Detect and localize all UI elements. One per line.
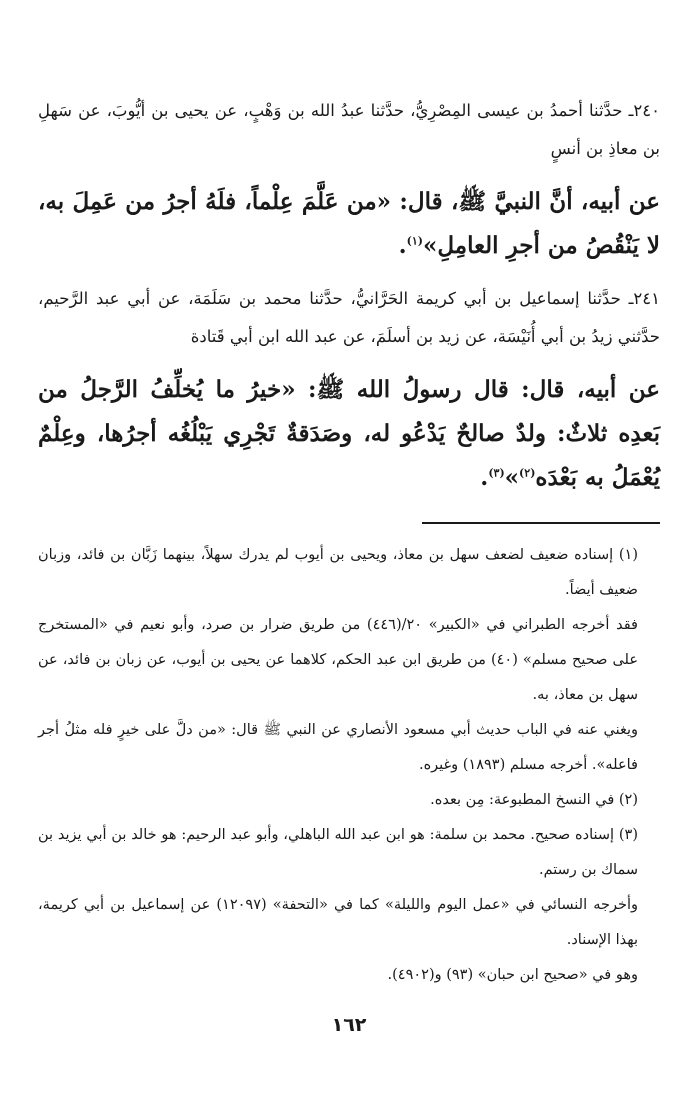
footnote-ref-1[interactable]: (١): [406, 234, 423, 248]
hadith-240-matn: عن أبيه، أنَّ النبيَّ ﷺ، قال: «من عَلَّمَ عِلْماً، فلَهُ أجرُ من عَمِلَ به، لا يَنْقُصُ من أجرِ العامِلِ»$^{(١)}$.: [38, 188, 660, 259]
footnote-ref-2[interactable]: (٢): [519, 466, 536, 480]
footnote-2: (٢) في النسخ المطبوعة: مِن بعده.: [430, 792, 638, 808]
footnote-1-sources: فقد أخرجه الطبراني في «الكبير» ٢٠/(٤٤٦) من طريق ضرار بن صرد، وأبو نعيم في «المستخرج على صحيح مسلم» (٤٠) من طريق ابن عبد الحكم، كلاهما عن يحيى بن أيوب، عن زبان بن فائد، عن سهل بن معاذ، به.: [38, 617, 638, 703]
footnote-1: (١) إسناده ضعيف لضعف سهل بن معاذ، ويحيى بن أيوب لم يدرك سهلاً، بينهما زَبَّان بن فائد، وزبان ضعيف أيضاً.: [38, 547, 638, 598]
closing-quote: »: [504, 464, 520, 491]
footnote-1-supporting: ويغني عنه في الباب حديث أبي مسعود الأنصاري عن النبي ﷺ قال: «من دلَّ على خيرٍ فله مثلُ أجر فاعله». أخرجه مسلم (١٨٩٣) وغيره.: [38, 722, 638, 773]
footnote-separator: [422, 522, 660, 524]
hadith-241-isnad: ٢٤١ـ حدَّثنا إسماعيل بن أبي كريمة الحَرَّانيُّ، حدَّثنا محمد بن سَلَمَة، عن أبي عبد الرَّحيم، حدَّثني زيدُ بن أبي أُنَيْسَة، عن زيد بن أسلَمَ، عن عبد الله ابن أبي قَتادة: [38, 289, 660, 346]
footnote-ref-3[interactable]: (٣): [488, 466, 505, 480]
hadith-241-text: عن أبيه، قال: قال رسولُ الله ﷺ: «خيرُ ما يُخلِّفُ الرَّجلُ من بَعدِه ثلاثٌ: ولدٌ صالحٌ يَدْعُو له، وصَدَقةٌ تَجْرِي يَبْلُغُه أجرُها، وعِلْمٌ يُعْمَلُ به بَعْدَه: [38, 376, 660, 491]
hadith-240-isnad: ٢٤٠ـ حدَّثنا أحمدُ بن عيسى المِصْرِيُّ، حدَّثنا عبدُ الله بن وَهْبٍ، عن يحيى بن أيُّوبَ، عن سَهلِ بن معاذِ بن أنسٍ: [38, 101, 660, 158]
footnote-3-sources: وأخرجه النسائي في «عمل اليوم والليلة» كما في «التحفة» (١٢٠٩٧) عن إسماعيل بن أبي كريمة، بهذا الإسناد.: [38, 897, 638, 948]
footnote-3-ibn-hibban: وهو في «صحيح ابن حبان» (٩٣) و(٤٩٠٢).: [387, 967, 638, 983]
sentence-end: .: [480, 464, 489, 491]
footnotes: [38, 538, 660, 993]
book-page: [38, 92, 660, 993]
hadith-241-matn: [38, 368, 660, 500]
footnote-3: (٣) إسناده صحيح. محمد بن سلمة: هو ابن عبد الله الباهلي، وأبو عبد الرحيم: هو خالد بن أبي يزيد بن سماك بن رستم.: [38, 827, 638, 878]
page-number: ١٦٢: [331, 1014, 367, 1036]
hadith-240-text: عن أبيه، أنَّ النبيَّ ﷺ، قال: «من عَلَّمَ عِلْماً، فلَهُ أجرُ من عَمِلَ به، لا يَنْقُصُ من أجرِ العامِلِ»: [38, 188, 660, 259]
